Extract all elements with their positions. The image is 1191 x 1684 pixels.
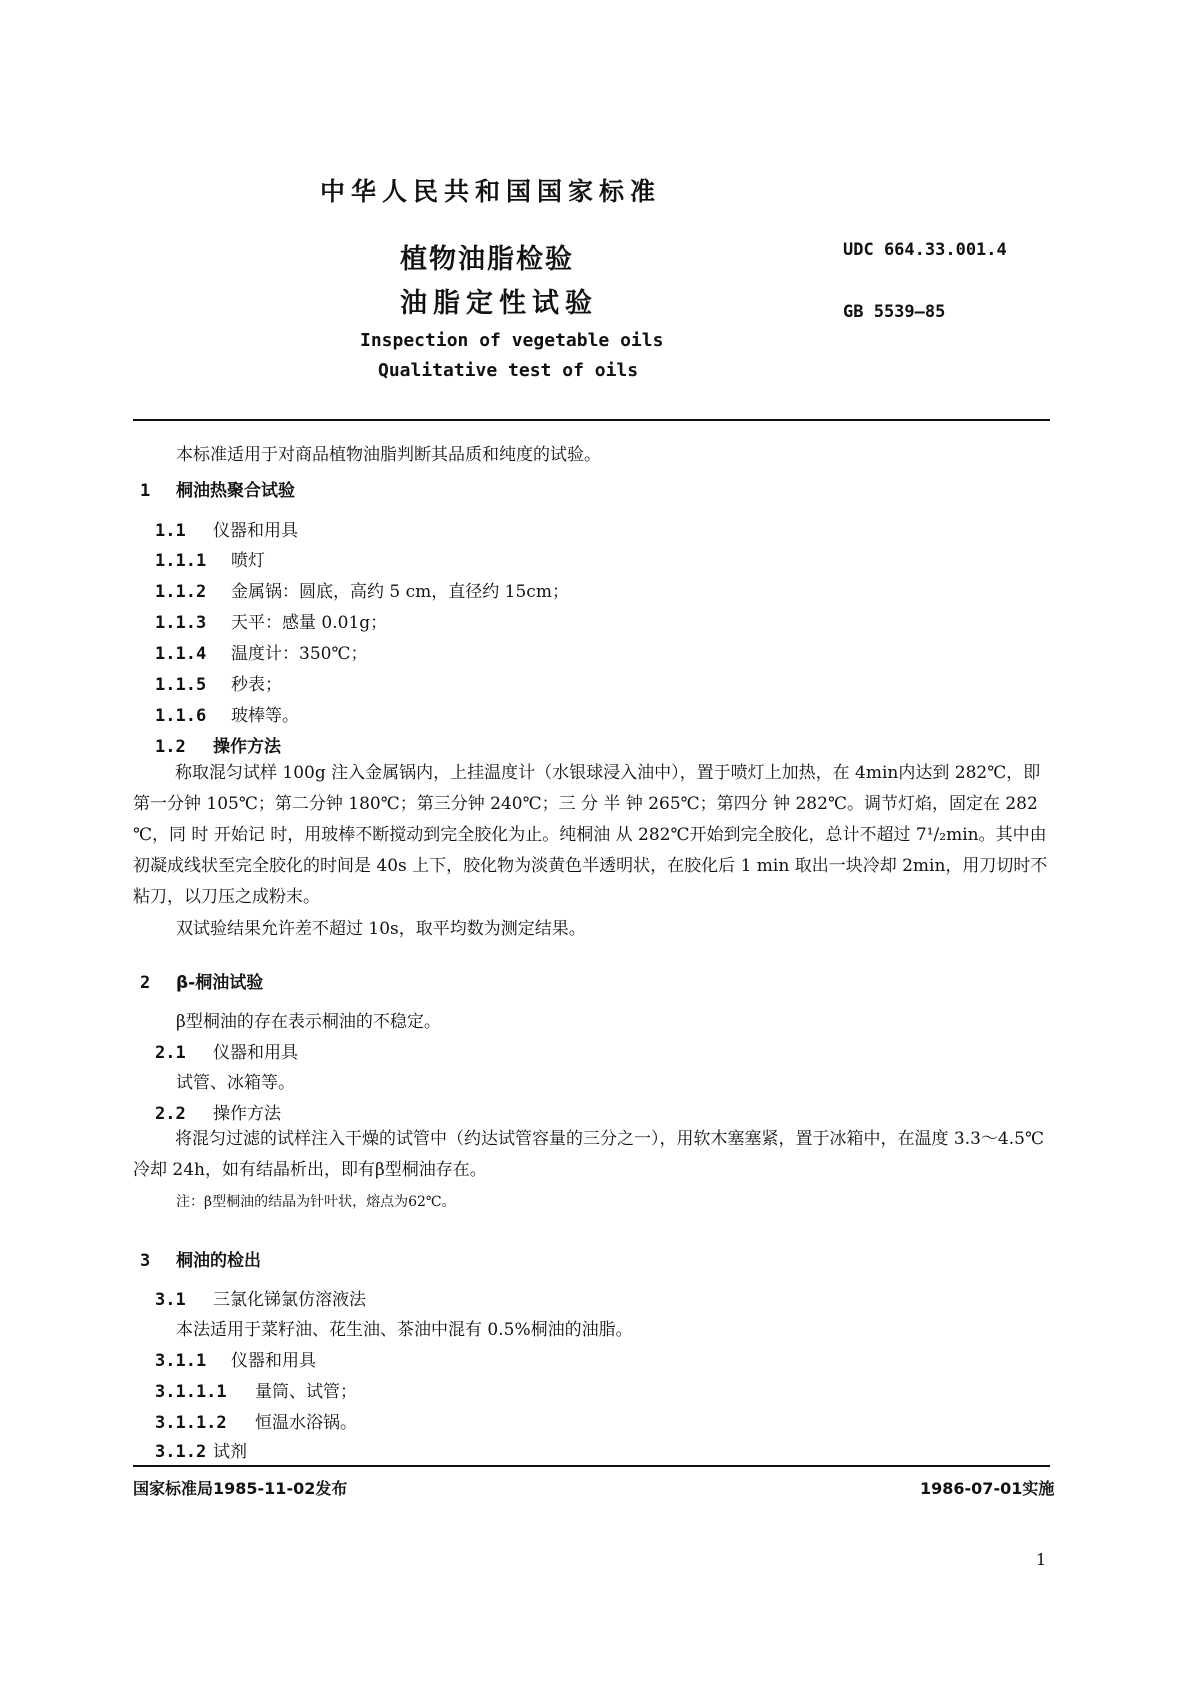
section-3-1-text: 本法适用于菜籽油、花生油、茶油中混有 0.5%桐油的油脂。: [176, 1320, 633, 1340]
item-number: 1.1.2: [155, 582, 207, 602]
section-3-1-1-1-title: 量筒、试管；: [255, 1382, 357, 1402]
item-text: 玻棒等。: [231, 706, 299, 726]
section-2-2-title: 操作方法: [213, 1104, 281, 1124]
page-number: 1: [1036, 1550, 1047, 1569]
list-item: [155, 608, 387, 633]
issue-date: 国家标准局1985-11-02发布: [133, 1479, 348, 1498]
section-2-1-title: 仪器和用具: [213, 1043, 298, 1063]
item-number: 1.1.5: [155, 675, 207, 695]
section-2-1-text: 试管、冰箱等。: [176, 1073, 295, 1093]
country-standard-heading: 中华人民共和国国家标准: [320, 177, 662, 206]
item-text: 天平：感量 0.01g；: [231, 613, 388, 633]
section-1-1-title: 仪器和用具: [213, 521, 298, 541]
section-2-number: 2: [140, 973, 151, 993]
section-2-2-paragraph: 将混匀过滤的试样注入干燥的试管中（约达试管容量的三分之一），用软木塞塞紧，置于冰箱中，在温度 3.3～4.5℃冷却 24h，如有结晶析出，即有β型桐油存在。: [133, 1129, 1044, 1180]
item-number: 1.1.3: [155, 613, 207, 633]
section-3-1-1-1: [155, 1377, 357, 1402]
item-text: 金属锅：圆底，高约 5 cm，直径约 15cm；: [231, 582, 569, 602]
section-3-1-1-1-number: 3.1.1.1: [155, 1382, 227, 1402]
section-3-1-2-title: 试剂: [213, 1442, 247, 1462]
section-2-title: β-桐油试验: [176, 973, 264, 993]
section-3-1-1-number: 3.1.1: [155, 1351, 207, 1371]
title-en-line1: Inspection of vegetable oils: [360, 330, 664, 351]
gb-code: GB 5539—85: [843, 302, 946, 322]
section-3-title: 桐油的检出: [176, 1251, 261, 1271]
intro-text: 本标准适用于对商品植物油脂判断其品质和纯度的试验。: [176, 445, 601, 465]
title-en-line2: Qualitative test of oils: [378, 360, 639, 381]
item-number: 1.1.1: [155, 551, 207, 571]
section-3-1: [155, 1285, 366, 1310]
section-3-1-1-2: [155, 1408, 357, 1433]
item-text: 温度计：350℃；: [231, 644, 368, 664]
section-3-number: 3: [140, 1251, 151, 1271]
section-1-2-number: 1.2: [155, 737, 186, 757]
section-1-1: [155, 516, 298, 541]
list-item: [155, 577, 569, 602]
list-item: [155, 546, 265, 571]
list-item: [155, 701, 299, 726]
list-item: [155, 670, 282, 695]
item-number: 1.1.4: [155, 644, 207, 664]
section-1-title: 桐油热聚合试验: [176, 481, 295, 501]
item-text: 秒表；: [231, 675, 282, 695]
section-2-heading: [140, 968, 263, 993]
title-zh-line1: 植物油脂检验: [400, 244, 574, 275]
section-3-1-2: [155, 1437, 247, 1462]
section-3-heading: [140, 1246, 261, 1271]
header-divider: [133, 419, 1050, 421]
udc-code: UDC 664.33.001.4: [843, 240, 1007, 260]
section-3-1-number: 3.1: [155, 1290, 186, 1310]
section-1-1-number: 1.1: [155, 521, 186, 541]
section-3-1-title: 三氯化锑氯仿溶液法: [213, 1290, 366, 1310]
section-2-2: [155, 1099, 281, 1124]
section-3-1-1-title: 仪器和用具: [231, 1351, 316, 1371]
item-text: 喷灯: [231, 551, 265, 571]
procedure-paragraph-2: 双试验结果允许差不超过 10s，取平均数为测定结果。: [176, 919, 586, 939]
section-2-note: 注：β型桐油的结晶为针叶状，熔点为62℃。: [176, 1194, 456, 1210]
section-1-number: 1: [140, 481, 151, 501]
section-2-2-number: 2.2: [155, 1104, 186, 1124]
procedure-paragraph-1: 称取混匀试样 100g 注入金属锅内，上挂温度计（水银球浸入油中），置于喷灯上加热，在 4min内达到 282℃，即第一分钟 105℃；第二分钟 180℃；第三分钟 240℃；三 分 半 钟 265℃；第四分 钟 282℃。调节灯焰，固定在 282 ℃，同 时 开始记 时，用玻棒不断搅动到完全胶化为止。纯桐油 从 282℃开始到完全胶化，总计不超过 7¹/₂min。其中由初凝成线状至完全胶化的时间是 40s 上下，胶化物为淡黄色半透明状，在胶化后 1 min 取出一块冷却 2min，用刀切时不粘刀，以刀压之成粉末。: [133, 763, 1048, 907]
section-1-2: [155, 732, 281, 757]
section-3-1-1-2-number: 3.1.1.2: [155, 1413, 227, 1433]
section-1-2-title: 操作方法: [213, 737, 281, 757]
item-number: 1.1.6: [155, 706, 207, 726]
section-1-heading: [140, 476, 295, 501]
effective-date: 1986-07-01实施: [920, 1479, 1055, 1498]
section-3-1-1: [155, 1346, 316, 1371]
section-3-1-2-number: 3.1.2: [155, 1442, 207, 1462]
section-3-1-1-2-title: 恒温水浴锅。: [255, 1413, 357, 1433]
section-2-1-number: 2.1: [155, 1043, 186, 1063]
footer-divider: [133, 1465, 1050, 1467]
list-item: [155, 639, 367, 664]
title-zh-line2: 油脂定性试验: [400, 288, 598, 319]
section-2-1: [155, 1038, 298, 1063]
section-2-intro: β型桐油的存在表示桐油的不稳定。: [176, 1012, 441, 1032]
